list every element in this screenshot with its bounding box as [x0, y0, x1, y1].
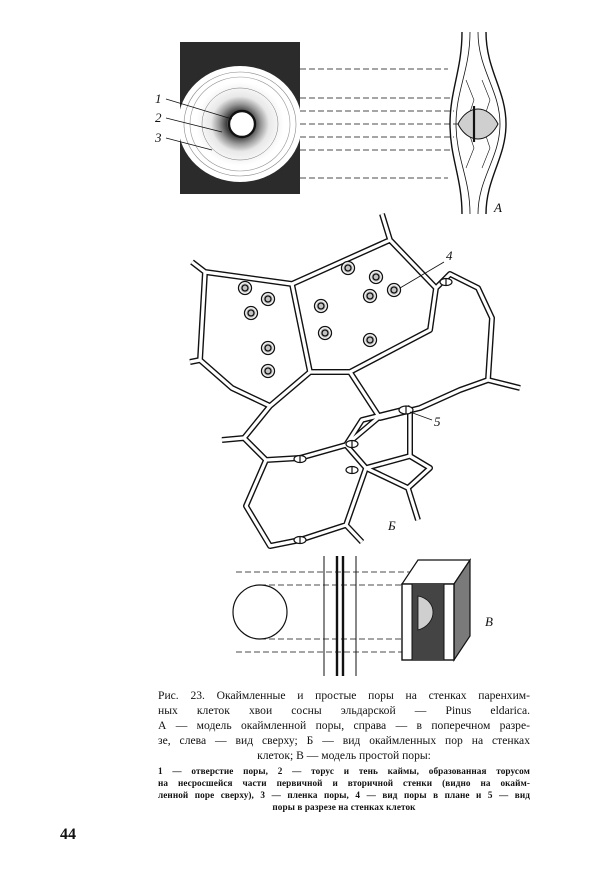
label-4: 4	[446, 248, 453, 263]
label-3: 3	[155, 130, 162, 145]
label-1: 1	[155, 91, 162, 106]
figure-caption	[158, 688, 530, 813]
caption-line-3: А — модель окаймленной поры, справа — в поперечном разре-	[158, 719, 530, 732]
caption-line-5: клеток; В — модель простой поры:	[257, 749, 431, 762]
panel-a-projection-lines	[300, 69, 458, 178]
caption-legend	[158, 765, 530, 813]
caption-line-2: ных клеток хвои сосны эльдарской — Pinus eldarica.	[158, 704, 530, 717]
caption-line-4: зе, слева — вид сверху; Б — вид окаймленных пор на стенках	[158, 734, 530, 747]
legend-line-1: 1 — отверстие поры, 2 — торус и тень каймы, образованная торусом	[158, 766, 530, 776]
legend-line-4: поры в разрезе на стенках клеток	[272, 802, 416, 812]
legend-line-2: на несросшейся части первичной и вторичной стенки (видно на окайм-	[158, 778, 530, 788]
label-panel-b: Б	[388, 518, 396, 533]
label-5: 5	[434, 414, 441, 429]
caption-line-1: Рис. 23. Окаймленные и простые поры на стенках паренхим-	[158, 689, 530, 702]
panel-v-simple-pore	[233, 556, 470, 676]
panel-a-cross-section	[450, 32, 506, 214]
label-panel-a: A	[494, 200, 502, 215]
page-number: 44	[60, 826, 76, 843]
legend-line-3: ленной поре сверху), 3 — пленка поры, 4 — вид поры в плане и 5 — вид	[158, 790, 530, 800]
panel-a-top-view	[178, 42, 302, 194]
panel-b-cell-walls	[190, 214, 520, 546]
label-2: 2	[155, 110, 162, 125]
label-panel-v: В	[485, 614, 493, 629]
